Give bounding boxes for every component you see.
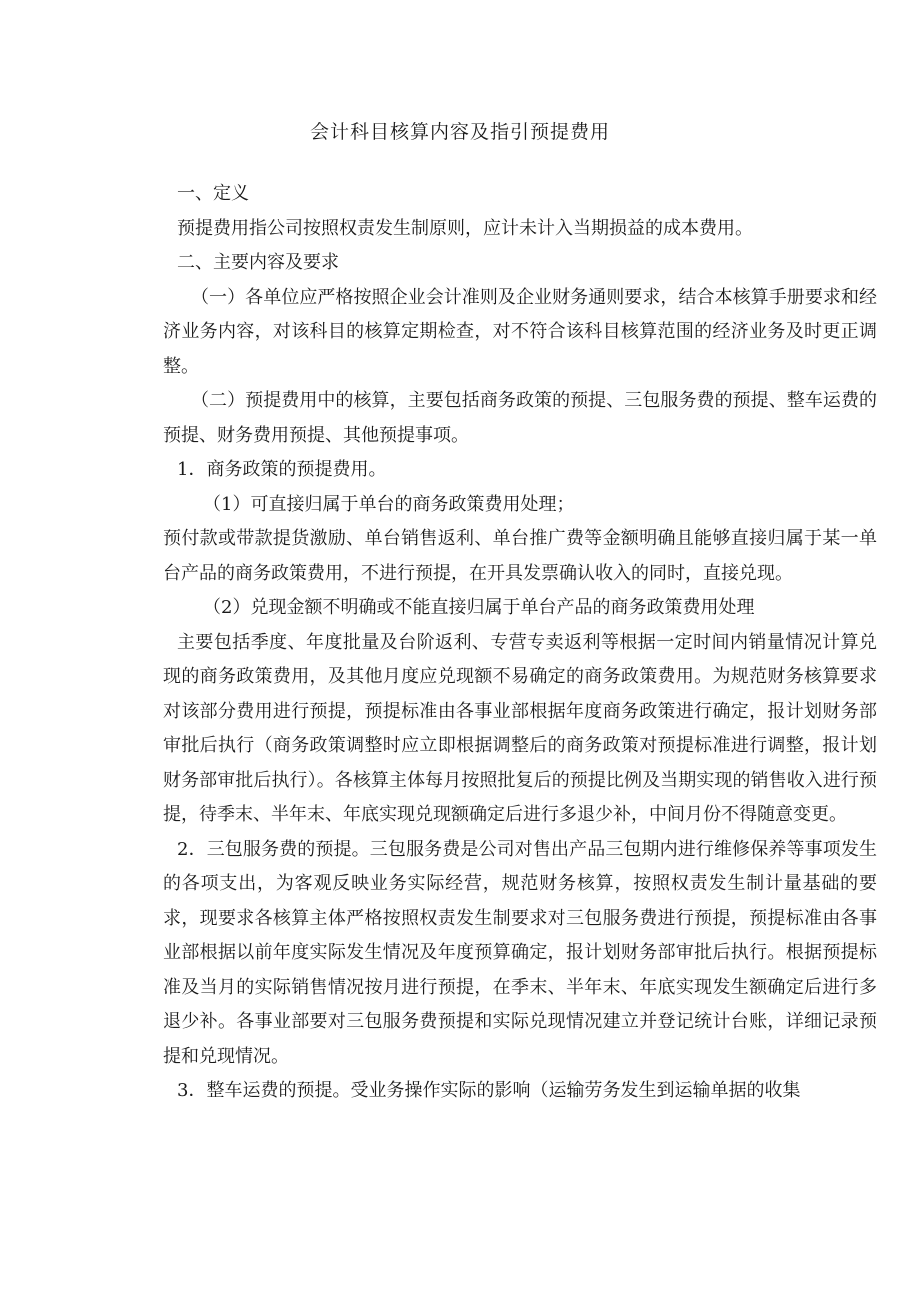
subheading-commercial-policy: 1．商务政策的预提费用。 xyxy=(177,459,387,480)
warranty-service-paragraph: 2．三包服务费的预提。三包服务费是公司对售出产品三包期内进行维修保养等事项发生的各项支出，为客观反映业务实际经营，规范财务核算，按照权责发生制计量基础的要求，现要求各核算主体严格按照权责发生制要求对三包服务费进行预提，预提标准由各事业部根据以前年度实际发生情况及年度预算确定，报计划财务部审批后执行。根据预提标准及当月的实际销售情况按月进行预提，在季末、半年末、年底实现发生额确定后进行多退少补。各事业部要对三包服务费预提和实际兑现情况建立并登记统计台账，详细记录预提和兑现情况。 xyxy=(163,838,877,1067)
section-heading-main-content: 二、主要内容及要求 xyxy=(177,252,339,273)
indirect-attribution-paragraph: 主要包括季度、年度批量及台阶返利、专营专卖返利等根据一定时间内销量情况计算兑现的商务政策费用，及其他月度应兑现额不易确定的商务政策费用。为规范财务核算要求对该部分费用进行预提，预提标准由各事业部根据年度商务政策进行确定，报计划财务部审批后执行（商务政策调整时应立即根据调整后的商务政策对预提标准进行调整，报计划财务部审批后执行）。各核算主体每月按照批复后的预提比例及当期实现的销售收入进行预提，待季末、半年末、年底实现兑现额确定后进行多退少补，中间月份不得随意变更。 xyxy=(163,631,877,825)
subheading-direct-attribution: （1）可直接归属于单台的商务政策费用处理； xyxy=(203,493,575,515)
subheading-indirect-attribution: （2）兑现金额不明确或不能直接归属于单台产品的商务政策费用处理 xyxy=(203,597,755,618)
vehicle-freight-paragraph: 3．整车运费的预提。受业务操作实际的影响（运输劳务发生到运输单据的收集 xyxy=(177,1080,801,1101)
section-heading-definition: 一、定义 xyxy=(177,183,249,204)
requirement-paragraph-2: （二）预提费用中的核算，主要包括商务政策的预提、三包服务费的预提、整车运费的预提、财务费用预提、其他预提事项。 xyxy=(163,390,877,446)
definition-paragraph: 预提费用指公司按照权责发生制原则，应计未计入当期损益的成本费用。 xyxy=(177,217,753,239)
direct-attribution-paragraph: 预付款或带款提货激励、单台销售返利、单台推广费等金额明确且能够直接归属于某一单台产品的商务政策费用，不进行预提，在开具发票确认收入的同时，直接兑现。 xyxy=(163,528,877,584)
requirement-paragraph-1: （一）各单位应严格按照企业会计准则及企业财务通则要求，结合本核算手册要求和经济业务内容，对该科目的核算定期检查，对不符合该科目核算范围的经济业务及时更正调整。 xyxy=(163,286,877,377)
document-title: 会计科目核算内容及指引预提费用 xyxy=(309,121,610,143)
document-body xyxy=(163,177,877,1109)
